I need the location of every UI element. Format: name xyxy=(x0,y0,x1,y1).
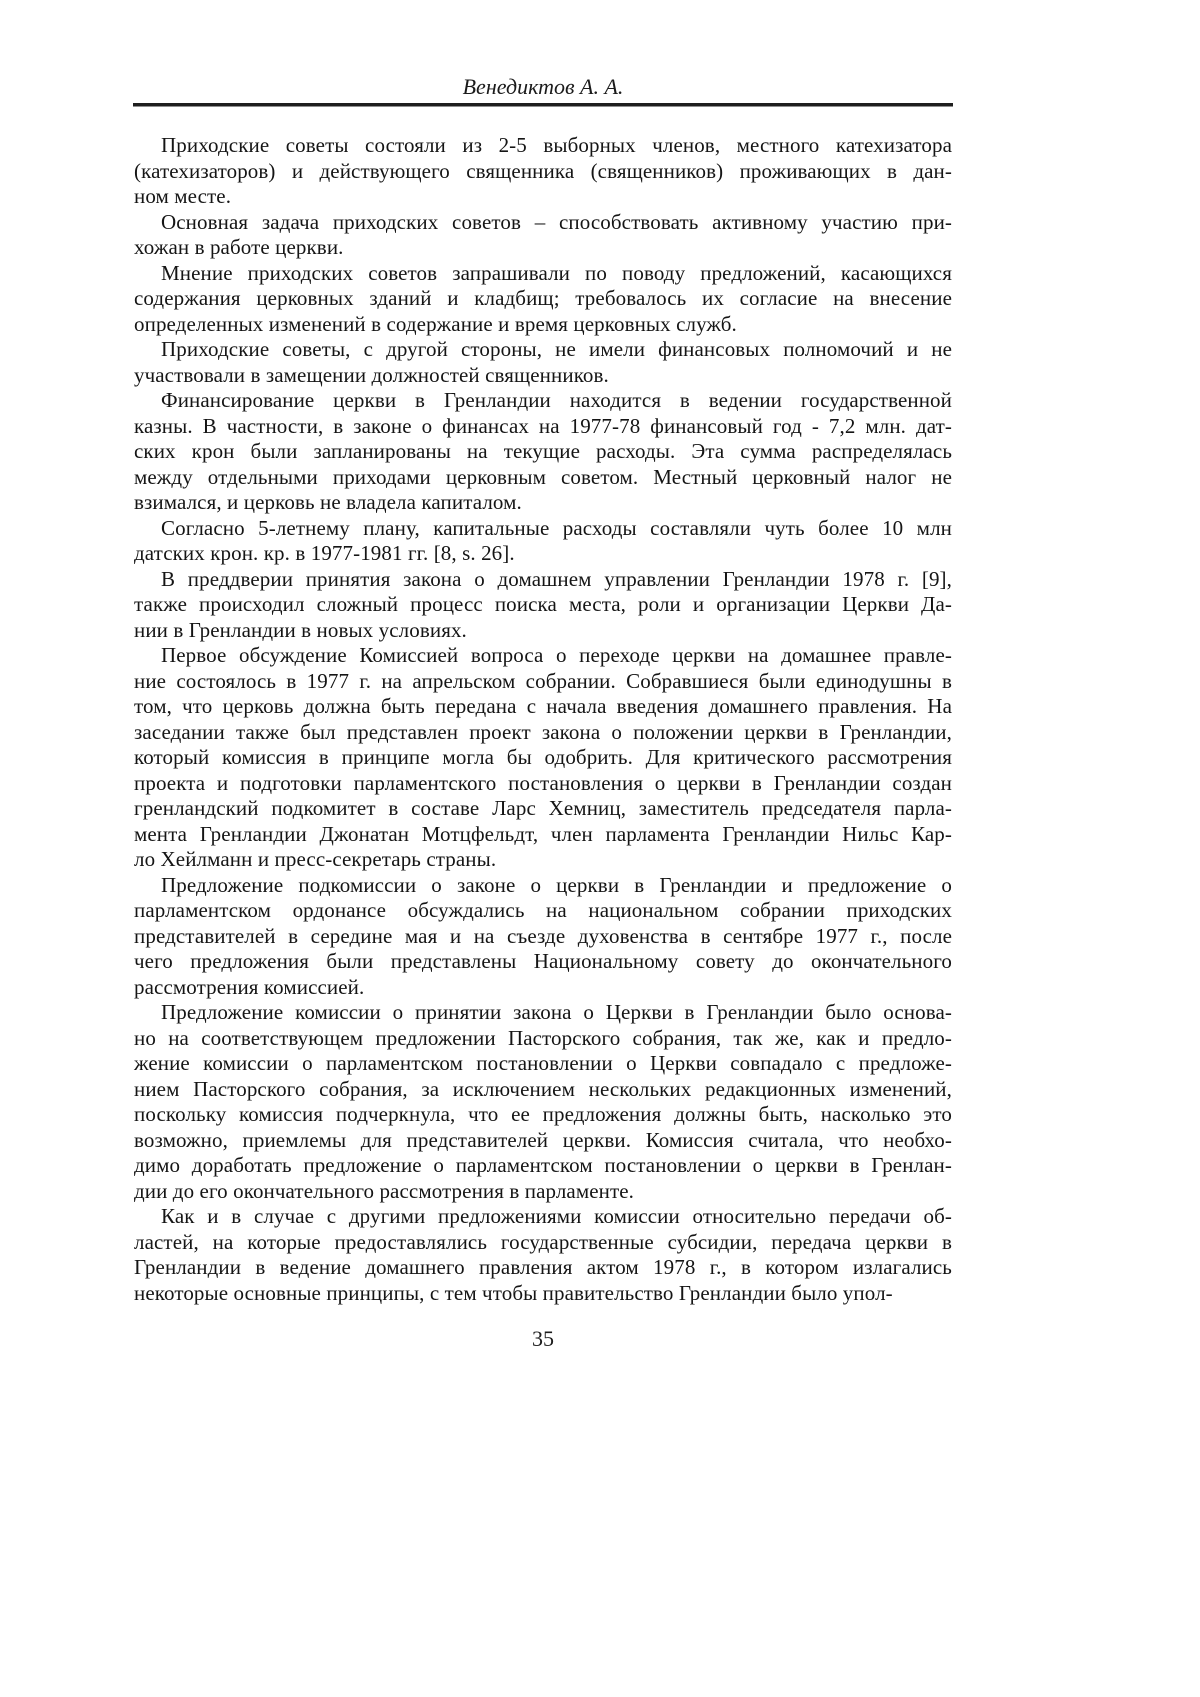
text-line: Как и в случае с другими предложениями комиссии относительно передачи об- xyxy=(161,1204,952,1228)
paragraph xyxy=(134,1204,952,1306)
text-line: между отдельными приходами церковным советом. Местный церковный налог не xyxy=(134,464,952,489)
text-line: содержания церковных зданий и кладбищ; требовалось их согласие на внесение xyxy=(134,286,952,310)
paragraph xyxy=(134,337,952,388)
text-line: парламентском ордонансе обсуждались на национальном собрании приходских xyxy=(134,898,952,922)
paragraph xyxy=(134,261,952,338)
text-line: Предложение подкомиссии о законе о церкви в Гренландии и предложение о xyxy=(161,872,952,897)
text-line: Гренландии в ведение домашнего правления актом 1978 г., в котором излагались xyxy=(134,1255,952,1279)
text-line: жение комиссии о парламентском постановлении о Церкви совпадало с предложе- xyxy=(134,1051,952,1075)
text-line: димо доработать предложение о парламентском постановлении о церкви в Гренлан- xyxy=(134,1153,952,1177)
text-line: нии в Гренландии в новых условиях. xyxy=(134,617,467,642)
text-line: взимался, и церковь не владела капиталом. xyxy=(134,490,522,514)
paragraph xyxy=(134,567,952,644)
text-line: дии до его окончательного рассмотрения в парламенте. xyxy=(134,1178,635,1203)
text-line: датских крон. кр. в 1977-1981 гг. [8, s. 26]. xyxy=(134,541,515,565)
paragraph xyxy=(134,133,952,210)
text-line: поскольку комиссия подчеркнула, что ее предложения должны быть, насколько это xyxy=(134,1102,952,1126)
text-line: ластей, на которые предоставлялись государственные субсидии, передача церкви в xyxy=(134,1229,952,1254)
text-line: который комиссия в принципе могла бы одобрить. Для критического рассмотрения xyxy=(134,745,952,769)
text-line: некоторые основные принципы, с тем чтобы правительство Гренландии было упол- xyxy=(134,1280,893,1305)
text-line: мента Гренландии Джонатан Мотцфельдт, член парламента Гренландии Нильс Кар- xyxy=(134,821,952,846)
text-line: ние состоялось в 1977 г. на апрельском собрании. Собравшиеся были единодушны в xyxy=(134,668,952,693)
body-text xyxy=(134,133,952,1306)
running-header-author: Венедиктов А. А. xyxy=(462,74,624,99)
paragraph xyxy=(134,516,952,567)
text-line: проекта и подготовки парламентского постановления о церкви в Гренландии создан xyxy=(134,770,952,795)
text-line: Мнение приходских советов запрашивали по поводу предложений, касающихся xyxy=(161,260,952,285)
text-line: возможно, приемлемы для представителей церкви. Комиссия считала, что необхо- xyxy=(134,1127,952,1152)
text-line: хожан в работе церкви. xyxy=(134,235,344,259)
text-line: но на соответствующем предложении Пасторского собрания, так же, как и предло- xyxy=(134,1025,952,1050)
text-line: ло Хейлманн и пресс-секретарь страны. xyxy=(134,847,497,871)
text-line: чего предложения были представлены Национальному совету до окончательного xyxy=(134,949,952,973)
text-line: (катехизаторов) и действующего священника (священников) проживающих в дан- xyxy=(134,158,952,183)
paragraph xyxy=(134,873,952,1001)
header-rule xyxy=(133,103,953,107)
text-line: ном месте. xyxy=(134,184,232,208)
paragraph xyxy=(134,1000,952,1204)
text-line: Первое обсуждение Комиссией вопроса о переходе церкви на домашнее правле- xyxy=(161,643,952,667)
text-line: представителей в середине мая и на съезде духовенства в сентябре 1977 г., после xyxy=(134,923,952,948)
text-line: заседании также был представлен проект закона о положении церкви в Гренландии, xyxy=(134,719,952,744)
paragraph xyxy=(134,388,952,516)
text-line: Приходские советы, с другой стороны, не имели финансовых полномочий и не xyxy=(161,337,952,361)
text-line: Основная задача приходских советов – способствовать активному участию при- xyxy=(161,209,952,234)
paragraph xyxy=(134,643,952,873)
text-line: ских крон были запланированы на текущие расходы. Эта сумма распределялась xyxy=(134,439,952,463)
paragraph xyxy=(134,210,952,261)
text-line: В преддверии принятия закона о домашнем управлении Гренландии 1978 г. [9], xyxy=(161,566,952,591)
text-line: казны. В частности, в законе о финансах на 1977-78 финансовый год - 7,2 млн. дат- xyxy=(134,413,952,438)
text-line: Предложение комиссии о принятии закона о Церкви в Гренландии было основа- xyxy=(161,1000,952,1024)
text-line: определенных изменений в содержание и время церковных служб. xyxy=(134,311,737,336)
text-line: нием Пасторского собрания, за исключением нескольких редакционных изменений, xyxy=(134,1076,952,1101)
text-line: Согласно 5-летнему плану, капитальные расходы составляли чуть более 10 млн xyxy=(161,515,952,540)
text-line: рассмотрения комиссией. xyxy=(134,974,365,999)
text-line: гренландский подкомитет в составе Ларс Хемниц, заместитель председателя парла- xyxy=(134,796,952,820)
text-line: Приходские советы состояли из 2-5 выборных членов, местного катехизатора xyxy=(161,133,952,157)
text-line: Финансирование церкви в Гренландии находится в ведении государственной xyxy=(161,388,952,412)
text-line: том, что церковь должна быть передана с начала введения домашнего правления. На xyxy=(134,694,952,718)
page-number: 35 xyxy=(532,1326,554,1351)
text-line: также происходил сложный процесс поиска места, роли и организации Церкви Да- xyxy=(134,592,952,616)
text-line: участвовали в замещении должностей священников. xyxy=(134,362,609,387)
